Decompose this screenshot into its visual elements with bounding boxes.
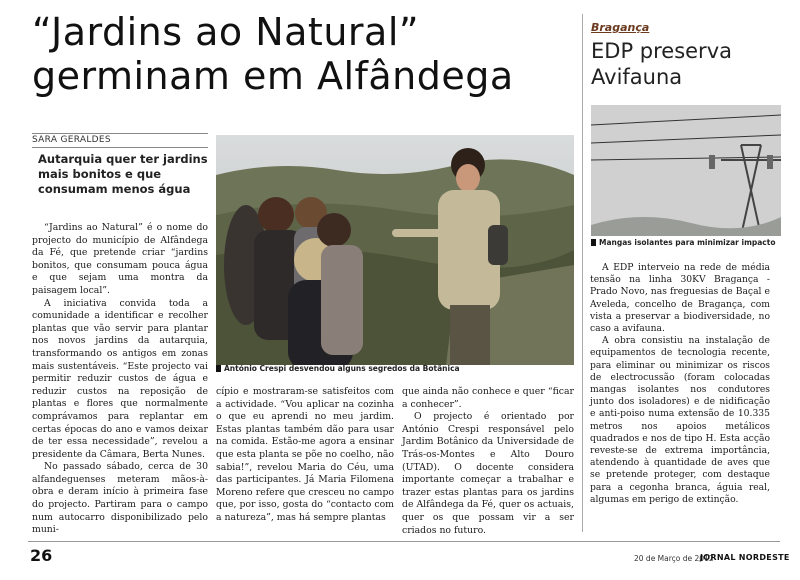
power-line-photo: [591, 105, 781, 236]
footer-date: 20 de Março de 2012: [634, 554, 714, 563]
sidebar-headline: [591, 38, 781, 90]
col3-paragraph: que ainda não conhece e quer “ficar a conhecer”.: [402, 386, 574, 410]
article-photo: [216, 135, 574, 365]
headline-line-1: “Jardins ao Natural”: [32, 10, 420, 54]
column-divider: [582, 14, 583, 532]
sidebar-photo: [591, 105, 781, 236]
caption-text: António Crespi desvendou alguns segredos da Botânica: [224, 364, 460, 373]
sidebar-photo-caption: [591, 238, 781, 247]
article-column-1: [32, 222, 208, 537]
byline: SARA GERALDES: [32, 135, 111, 145]
article-photo-caption: [216, 364, 574, 376]
caption-marker: [591, 239, 596, 246]
sidebar-headline-line-2: Avifauna: [591, 65, 683, 89]
footer-paper-name: JORNAL NORDESTE: [700, 553, 790, 562]
byline-top-rule: [32, 133, 208, 134]
col1-paragraph: No passado sábado, cerca de 30 alfandeguenses meteram mãos-à-obra e deram início à primeira fase do projecto. Partiram para o campo num autocarro disponibilizado pelo muni-: [32, 461, 208, 536]
sidebar-caption-text: Mangas isolantes para minimizar impacto: [599, 238, 776, 247]
byline-bottom-rule: [32, 147, 208, 148]
article-column-2: [216, 386, 394, 525]
article-subhead: Autarquia quer ter jardins mais bonitos e que consumam menos água: [38, 152, 208, 196]
col1-paragraph: “Jardins ao Natural” é o nome do projecto do município de Alfândega da Fé, que pretende criar “jardins bonitos, que consumam pouca água e que sejam uma montra da paisagem local”.: [32, 222, 208, 296]
sidebar-headline-line-1: EDP preserva: [591, 39, 732, 63]
col3-paragraph: O projecto é orientado por António Crespi responsável pelo Jardim Botânico da Universidade de Trás-os-Montes e Alto Douro (UTAD). O docente considera importante começar a trabalhar e trazer estas plantas para os jardins de Alfândega da Fé, quer os actuais, quer os que possam vir a ser criados no futuro.: [402, 411, 574, 536]
footer-rule: [28, 541, 780, 542]
caption-marker: [216, 365, 221, 372]
sidebar-column: [590, 262, 770, 506]
col1-paragraph: A iniciativa convida toda a comunidade a identificar e recolher plantas que vão servir para plantar nos novos jardins da autarquia, transformando os antigos em zonas mais sustentáveis. “Este projecto vai permitir reduzir custos de água e reduzir custos na reposição de plantas e flores que normalmente comprávamos para replantar em certas épocas do ano e vamos deixar de ter essa necessidade”, revelou a presidente da Câmara, Berta Nunes.: [32, 297, 208, 460]
article-headline: [32, 10, 572, 98]
headline-line-2: germinam em Alfândega: [32, 54, 514, 98]
sidebar-paragraph: A obra consistiu na instalação de equipamentos de tecnologia recente, para eliminar ou minimizar os riscos de electrocussão (foram colocadas mangas isolantes nos condutores junto dos isoladores) e de nidificação e anti-poiso numa extensão de 10.335 metros nos apoios metálicos quadrados e nos de tipo H. Esta acção reveste-se de extrema importância, atendendo à quantidade de aves que se pretende proteger, com destaque para a cegonha branca, águia real, algumas em perigo de extinção.: [590, 335, 770, 505]
col2-paragraph: cípio e mostraram-se satisfeitos com a actividade. “Vou aplicar na cozinha o que eu aprendi no meu jardim. Estas plantas também dão para usar na comida. Estão-me agora a ensinar que esta planta se põe no coelho, não sabia!”, revelou Maria do Céu, uma das participantes. Já Maria Filomena Moreno refere que cresceu no campo que, por isso, gosta do “contacto com a natureza”, mas há sempre plantas: [216, 386, 394, 523]
page-number: 26: [30, 546, 53, 565]
group-in-field-photo: [216, 135, 574, 365]
article-column-3: [402, 386, 574, 537]
sidebar-section-label: Bragança: [591, 21, 650, 34]
sidebar-paragraph: A EDP interveio na rede de média tensão na linha 30KV Bragança - Prado Novo, nas freguesias de Baçal e Aveleda, concelho de Bragança, com vista a preservar a biodiversidade, no caso a avifauna.: [590, 262, 770, 335]
